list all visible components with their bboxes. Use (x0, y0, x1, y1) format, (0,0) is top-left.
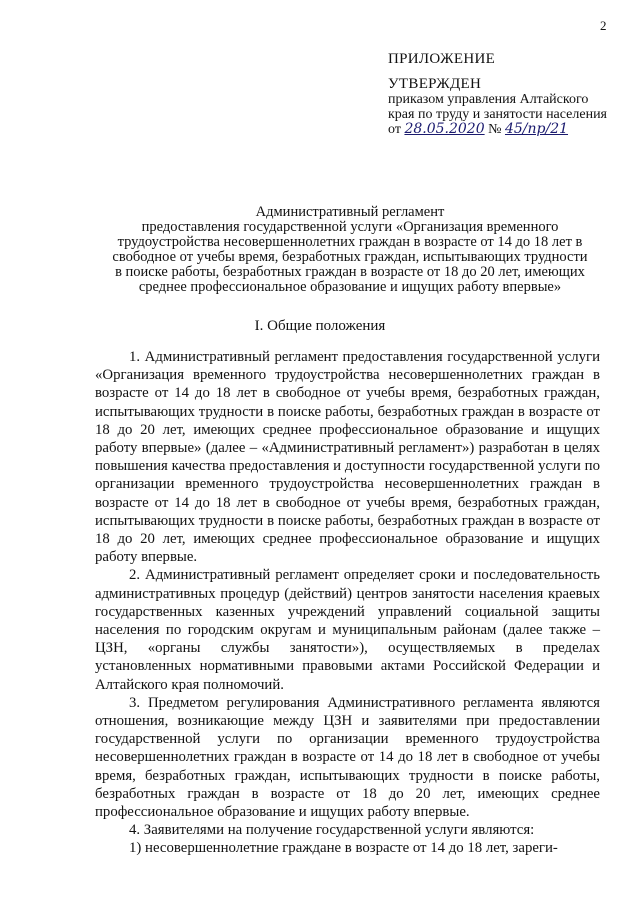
approved-label: УТВЕРЖДЕН (388, 76, 482, 92)
approval-block (388, 52, 618, 137)
paragraph-5: 1) несовершеннолетние граждане в возрасте от 14 до 18 лет, зареги- (129, 840, 558, 857)
handwritten-number: 45/пр/21 (504, 121, 569, 137)
paragraph-1: 1. Административный регламент предоставления государственной услуги «Организация временного трудоустройства несовершеннолетних граждан в возрасте от 14 до 18 лет в свободное от учебы время, безработных граждан, испытывающих трудности в поиске работы, безработных граждан в возрасте от 18 до 20 лет, имеющих среднее профессиональное образование и ищущих работу впервые» (далее – «Административный регламент») разработан в целях повышения качества предоставления и доступности государственной услуги по организации временного трудоустройства несовершеннолетних граждан в возрасте от 14 до 18 лет в свободное от учебы время, безработных граждан, испытывающих трудности в поиске работы, безработных граждан в возрасте от 18 до 20 лет, имеющих среднее профессиональное образование и ищущих работу впервые. (95, 349, 600, 566)
document-body (95, 348, 600, 858)
order-date-number (388, 122, 618, 137)
page-number: 2 (600, 18, 607, 33)
paragraph-3: 3. Предметом регулирования Административного регламента являются отношения, возникающие между ЦЗН и заявителями при предоставлении государственной услуги по организации временного трудоустройства несовершеннолетних граждан в возрасте от 14 до 18 лет в свободное от учебы время, безработных граждан, испытывающих трудности в поиске работы, безработных граждан в возрасте от 18 до 20 лет, имеющих среднее профессиональное образование и ищущих работу впервые. (95, 694, 600, 821)
handwritten-date: 28.05.2020 (404, 121, 485, 137)
appendix-label: ПРИЛОЖЕНИЕ (388, 51, 496, 67)
title-line-1: Административный регламент (255, 204, 445, 220)
document-title (110, 205, 590, 295)
number-prefix: № (488, 122, 502, 137)
order-text: приказом управления Алтайского края по труду и занятости населения (388, 92, 607, 122)
paragraph-2: 2. Административный регламент определяет сроки и последовательность административных процедур (действий) центров занятости населения краевых государственных казенных учреждений управлений социальной защиты населения по городским округам и муниципальным районам (далее также – ЦЗН, «органы службы занятости»), осуществляемых в пределах установленных нормативными правовыми актами Российской Федерации и Алтайского края полномочий. (95, 567, 600, 693)
paragraph-4: 4. Заявителями на получение государственной услуги являются: (129, 822, 535, 839)
title-line-2: предоставления государственной услуги «Организация временного трудоустройства несовершеннолетних граждан в возрасте от 14 до 18 лет в свободное от учебы время, безработных граждан, испытывающих трудности в поиске работы, безработных граждан в возрасте от 18 до 20 лет, имеющих среднее профессиональное образование и ищущих работу впервые» (112, 219, 588, 295)
date-prefix: от (388, 122, 401, 137)
section-heading: I. Общие положения (254, 318, 386, 334)
